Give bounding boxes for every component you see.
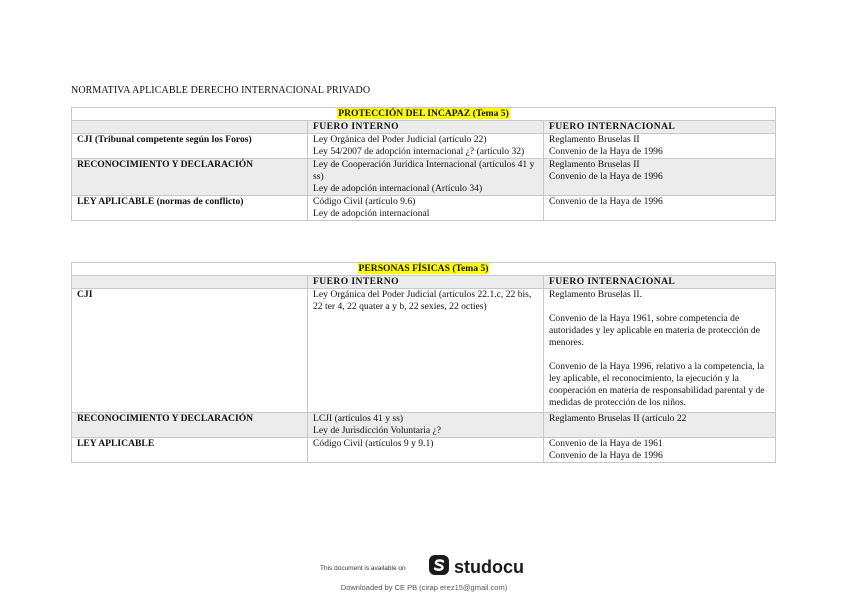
cell-line: Convenio de la Haya de 1996 <box>549 146 663 157</box>
table-caption-row <box>72 108 776 121</box>
cell-line: Ley de Cooperación Jurídica Internacional (artículos 41 y ss) <box>313 159 535 182</box>
table-header-row <box>72 121 776 134</box>
table-proteccion-incapaz <box>71 107 776 221</box>
internal-cell <box>308 413 544 438</box>
table-personas-fisicas <box>71 262 776 463</box>
cell-line: Ley 54/2007 de adopción internacional ¿? (artículo 32) <box>313 146 525 157</box>
studocu-brand[interactable] <box>428 554 524 581</box>
header-empty <box>72 276 308 289</box>
cell-line: Ley de adopción internacional <box>313 208 430 219</box>
header-fuero-interno: FUERO INTERNO <box>308 276 544 289</box>
row-label: RECONOCIMIENTO Y DECLARACIÓN <box>72 159 308 196</box>
row-label: LEY APLICABLE (normas de conflicto) <box>72 196 308 221</box>
cell-line: Convenio de la Haya de 1996 <box>549 450 663 461</box>
table-row <box>72 159 776 196</box>
table-row <box>72 289 776 413</box>
cell-line: Código Civil (artículo 9.6) <box>313 196 416 207</box>
internal-cell <box>308 159 544 196</box>
row-label: RECONOCIMIENTO Y DECLARACIÓN <box>72 413 308 438</box>
international-cell <box>544 196 776 221</box>
cell-line: Convenio de la Haya de 1961 <box>549 438 663 449</box>
internal-cell <box>308 196 544 221</box>
table-row <box>72 413 776 438</box>
table-header-row <box>72 276 776 289</box>
cell-line: Convenio de la Haya de 1996 <box>549 171 663 182</box>
cell-line: Convenio de la Haya 1961, sobre competencia de autoridades y ley aplicable en materia de protección de menores. <box>549 313 760 348</box>
cell-gap <box>549 301 770 313</box>
international-cell <box>544 159 776 196</box>
header-fuero-internacional: FUERO INTERNACIONAL <box>544 276 776 289</box>
header-empty <box>72 121 308 134</box>
cell-line: Ley de adopción internacional (Artículo 34) <box>313 183 483 194</box>
row-label: CJI (Tribunal competente según los Foros) <box>72 134 308 159</box>
cell-line: Código Civil (artículos 9 y 9.1) <box>313 438 434 449</box>
internal-cell <box>308 134 544 159</box>
cell-line: Ley Orgánica del Poder Judicial (artículos 22.1.c, 22 bis, 22 ter 4, 22 quater a y b, 22 sexies, 22 octies) <box>313 289 532 312</box>
studocu-brand-name: studocu <box>454 557 524 577</box>
header-fuero-interno: FUERO INTERNO <box>308 121 544 134</box>
studocu-logo-icon <box>428 554 450 581</box>
cell-line: Ley Orgánica del Poder Judicial (artículo 22) <box>313 134 487 145</box>
document-title: NORMATIVA APLICABLE DERECHO INTERNACIONAL PRIVADO <box>71 85 371 96</box>
international-cell <box>544 289 776 413</box>
international-cell <box>544 413 776 438</box>
cell-gap <box>549 349 770 361</box>
cell-line: LCJI (artículos 41 y ss) <box>313 413 404 424</box>
cell-line: Reglamento Bruselas II (artículo 22 <box>549 413 687 424</box>
downloaded-by-text: Downloaded by CE PB (cirap erez15@gmail.com) <box>340 583 508 592</box>
table-row <box>72 438 776 463</box>
cell-line: Reglamento Bruselas II <box>549 159 640 170</box>
available-on-text: This document is available on <box>320 565 406 572</box>
internal-cell <box>308 438 544 463</box>
cell-line: Reglamento Bruselas II <box>549 134 640 145</box>
table-caption: PROTECCIÓN DEL INCAPAZ (Tema 5) <box>338 108 509 119</box>
cell-line: Reglamento Bruselas II. <box>549 289 642 300</box>
header-fuero-internacional: FUERO INTERNACIONAL <box>544 121 776 134</box>
cell-line: Ley de Jurisdicción Voluntaria ¿? <box>313 425 442 436</box>
table-row <box>72 196 776 221</box>
internal-cell <box>308 289 544 413</box>
cell-line: Convenio de la Haya de 1996 <box>549 196 663 207</box>
cell-line: Convenio de la Haya 1996, relativo a la competencia, la ley aplicable, el reconocimiento, la ejecución y la cooperación en materia de responsabilidad parental y de medidas de protección de los niños. <box>549 361 765 408</box>
row-label: LEY APLICABLE <box>72 438 308 463</box>
table-caption: PERSONAS FÍSICAS (Tema 5) <box>358 263 489 274</box>
table-caption-row <box>72 263 776 276</box>
international-cell <box>544 438 776 463</box>
international-cell <box>544 134 776 159</box>
row-label: CJI <box>72 289 308 413</box>
table-row <box>72 134 776 159</box>
